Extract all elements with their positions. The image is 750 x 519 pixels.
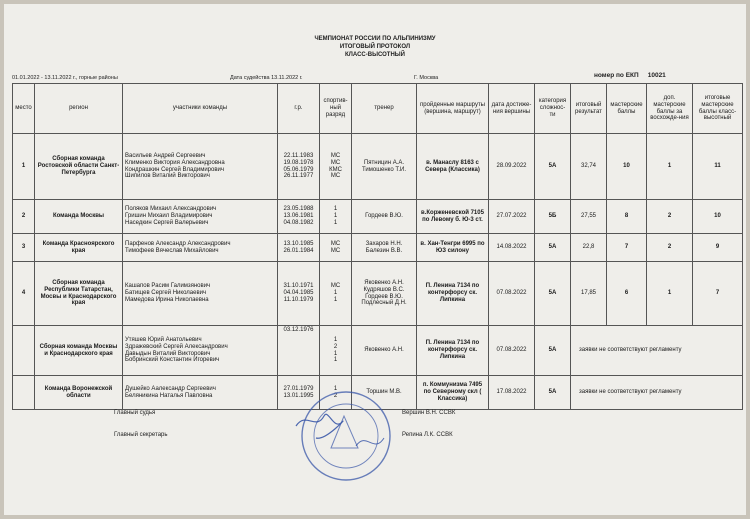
row-coach: Торшин М.В. — [352, 376, 417, 410]
row-place: 4 — [13, 262, 35, 326]
row-place — [13, 376, 35, 410]
table-row — [13, 134, 743, 200]
col-place: место — [13, 84, 35, 134]
col-total: итоговые мастерские баллы класс-высотный — [693, 84, 743, 134]
col-rank: спортив-ный разряд — [320, 84, 352, 134]
row-total: 11 — [693, 134, 743, 200]
row-region: Сборная команда Ростовской области Санкт-Петербурга — [35, 134, 123, 200]
row-region: Команда Красноярского края — [35, 234, 123, 262]
col-result: итоговый результат — [571, 84, 607, 134]
row-date: 27.07.2022 — [489, 200, 535, 234]
row-points: 8 — [607, 200, 647, 234]
col-category: категория сложнос-ти — [535, 84, 571, 134]
table-row — [13, 262, 743, 326]
row-members — [123, 134, 278, 200]
col-members: участники команды — [123, 84, 278, 134]
row-date: 07.08.2022 — [489, 326, 535, 376]
col-points: мастерские баллы — [607, 84, 647, 134]
row-region: Команда Воронежской области — [35, 376, 123, 410]
row-years: 13.10.1985 26.01.1984 — [278, 234, 320, 262]
row-date: 17.08.2022 — [489, 376, 535, 410]
ekp-label: номер по ЕКП — [594, 72, 639, 79]
table-header-row — [13, 84, 743, 134]
row-note: заявки не соответствуют регламенту — [571, 326, 743, 376]
table-row — [13, 200, 743, 234]
row-category: 5Б — [535, 200, 571, 234]
row-ranks: МС МС КМС МС — [320, 134, 352, 200]
official-stamp — [286, 386, 396, 496]
row-members: Кашапов Расим Галимзянович Батищев Сергей Николаевич Мамедова Ирина Николаевна — [123, 262, 278, 326]
row-ranks: МС МС — [320, 234, 352, 262]
row-years: 23.05.1988 13.06.1981 04.08.1982 — [278, 200, 320, 234]
row-route: в. Манаслу 8163 с Севера (Классика) — [417, 134, 489, 200]
table-row — [13, 234, 743, 262]
row-place: 3 — [13, 234, 35, 262]
row-region: Сборная команда Москвы и Краснодарского края — [35, 326, 123, 376]
row-date: 28.09.2022 — [489, 134, 535, 200]
row-coach: Яковенко А.Н. — [352, 326, 417, 376]
row-region: Команда Москвы — [35, 200, 123, 234]
col-year: г.р. — [278, 84, 320, 134]
col-coach: тренер — [352, 84, 417, 134]
row-years: 27.01.1979 13.01.1995 — [278, 376, 320, 410]
row-category: 5А — [535, 134, 571, 200]
row-result: 27,55 — [571, 200, 607, 234]
meta-judging-date: Дата судейства 13.11.2022 г. — [230, 75, 303, 81]
row-coach: Яковенко А.Н. Кудряшов В.С. Гордеев В.Ю. Подлесный Д.Н. — [352, 262, 417, 326]
row-date: 14.08.2022 — [489, 234, 535, 262]
row-note: заявки не соответствуют регламенту — [571, 376, 743, 410]
row-route: П. Ленина 7134 по контерфорсу ск. Липкина — [417, 326, 489, 376]
row-place — [13, 326, 35, 376]
row-years: 03.12.1976 — [278, 326, 320, 376]
row-region: Сборная команда Республики Татарстан, Мосвы и Краснодарского края — [35, 262, 123, 326]
row-points: 10 — [607, 134, 647, 200]
row-route: в. Хан-Тенгри 6995 по ЮЗ силону — [417, 234, 489, 262]
meta-city: Г. Москва — [414, 75, 439, 81]
row-category: 5А — [535, 262, 571, 326]
row-members: Душейко Аалександр Сергеевич Беляникина Наталья Павловна — [123, 376, 278, 410]
row-result: 17,85 — [571, 262, 607, 326]
row-route: П. Ленина 7134 по контерфорсу ск. Липкина — [417, 262, 489, 326]
header-line1: ЧЕМПИОНАТ РОССИИ ПО АЛЬПИНИЗМУ — [314, 36, 436, 42]
row-route: в.Корженевской 7105 по Левому б. Ю-3 ст. — [417, 200, 489, 234]
row-members: Поляков Михаил Александрович Гришин Михаил Владимирович Наседкин Сергей Валерьевич — [123, 200, 278, 234]
protocol-sheet — [4, 4, 746, 515]
row-ranks: МС 1 1 — [320, 262, 352, 326]
row-place: 2 — [13, 200, 35, 234]
table-row — [13, 326, 743, 376]
row-category: 5А — [535, 234, 571, 262]
row-place: 1 — [13, 134, 35, 200]
row-total: 10 — [693, 200, 743, 234]
row-years: 31.10.1971 04.04.1985 11.10.1979 — [278, 262, 320, 326]
row-result: 32,74 — [571, 134, 607, 200]
row-members: Утяшев Юрий Анатольевич Здражевский Сергей Александрович Давыдын Виталий Викторович Бобринский Константин Игоревич — [123, 326, 278, 376]
col-date: дата достиже-ния вершины — [489, 84, 535, 134]
row-total: 7 — [693, 262, 743, 326]
ekp-number: 10021 — [647, 72, 666, 79]
results-table — [12, 83, 743, 410]
header-line3: КЛАСС-ВЫСОТНЫЙ — [345, 52, 405, 58]
col-region: регион — [35, 84, 123, 134]
row-ranks: 1 1 1 — [320, 200, 352, 234]
row-coach: Пятницин А.А. Тимошенко Т.И. — [352, 134, 417, 200]
row-result: 22,8 — [571, 234, 607, 262]
row-points: 7 — [607, 234, 647, 262]
row-years: 22.11.1983 19.08.1978 05.06.1979 26.11.1977 — [278, 134, 320, 200]
col-route: пройденные маршруты (вершина, маршрут) — [417, 84, 489, 134]
col-extra: доп. мастерские баллы за восхожде-ния — [647, 84, 693, 134]
row-date: 07.08.2022 — [489, 262, 535, 326]
ekp-number-line — [594, 72, 666, 79]
row-extra: 1 — [647, 262, 693, 326]
row-category: 5А — [535, 326, 571, 376]
row-coach: Захаров Н.Н. Балезин В.В. — [352, 234, 417, 262]
row-extra: 2 — [647, 200, 693, 234]
row-total: 9 — [693, 234, 743, 262]
row-route: п. Коммунизма 7495 по Северному скл ( Классика) — [417, 376, 489, 410]
meta-dates: 01.01.2022 - 13.11.2022 г., горные районы — [12, 75, 118, 81]
row-coach: Гордеев В.Ю. — [352, 200, 417, 234]
row-category: 5А — [535, 376, 571, 410]
row-points: 6 — [607, 262, 647, 326]
header-line2: ИТОГОВЫЙ ПРОТОКОЛ — [339, 44, 411, 50]
row-extra: 2 — [647, 234, 693, 262]
secretary-name: Репина Л.К. ССВК — [402, 432, 453, 438]
row-members: Парфенов Александр Александрович Тимофеев Вячеслав Михайлович — [123, 234, 278, 262]
row-ranks: 1 2 — [320, 376, 352, 410]
row-extra: 1 — [647, 134, 693, 200]
judge-label: Главный судья — [114, 410, 156, 416]
secretary-label: Главный секретарь — [114, 432, 168, 438]
judge-name: Вершин В.Н. ССВК — [402, 410, 456, 416]
row-ranks: 1 2 1 1 — [320, 326, 352, 376]
members-text: Васильев Андрей Сергеевич Клименко Виктория Александровна Кондрашкин Сергей Владимирович Шипилов Виталий Викторович — [125, 152, 225, 180]
